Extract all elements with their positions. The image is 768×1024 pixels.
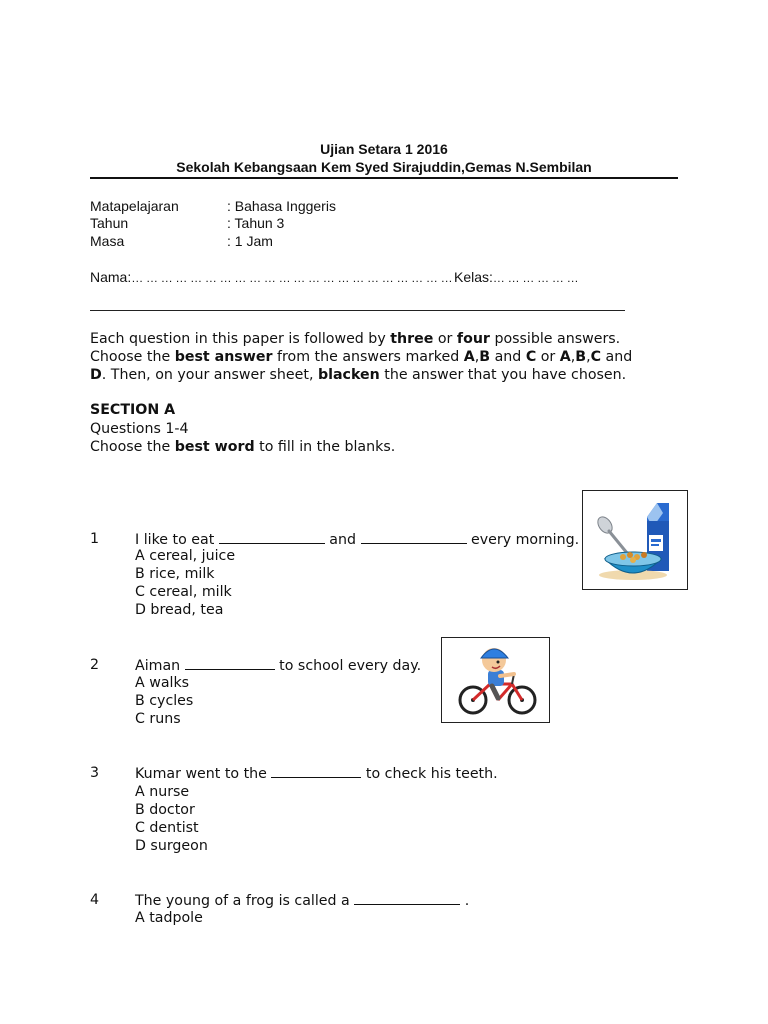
info-label-year: Tahun <box>90 215 129 231</box>
section-instruction: Choose the best word to fill in the blanks. <box>90 439 396 455</box>
info-value-subject: : Bahasa Inggeris <box>227 198 336 214</box>
option: C cereal, milk <box>135 584 232 600</box>
instruction-line-3: D. Then, on your answer sheet, blacken the answer that you have chosen. <box>90 367 627 383</box>
class-label: Kelas: <box>454 269 493 285</box>
cereal-bowl-and-milk-carton-icon <box>582 490 688 590</box>
info-value-time: : 1 Jam <box>227 233 273 249</box>
option: B cycles <box>135 693 194 709</box>
info-label-subject: Matapelajaran <box>90 198 179 214</box>
option: B doctor <box>135 802 195 818</box>
option: C runs <box>135 711 181 727</box>
section-range: Questions 1-4 <box>90 421 189 437</box>
question-number: 2 <box>90 657 100 673</box>
option: A cereal, juice <box>135 548 236 564</box>
name-divider <box>90 310 625 311</box>
option: A walks <box>135 675 190 691</box>
answer-blank <box>361 531 467 544</box>
question-text: Aiman to school every day. <box>135 658 422 674</box>
option: D surgeon <box>135 838 208 854</box>
question-text: I like to eat and every morning. <box>135 532 580 548</box>
boy-on-bicycle-icon <box>441 637 550 723</box>
info-value-year: : Tahun 3 <box>227 215 285 231</box>
option: D bread, tea <box>135 602 224 618</box>
question-number: 3 <box>90 765 100 781</box>
option: B rice, milk <box>135 566 215 582</box>
exam-title: Ujian Setara 1 2016 <box>320 141 448 157</box>
name-field <box>90 269 452 285</box>
option: C dentist <box>135 820 199 836</box>
instruction-line-2: Choose the best answer from the answers marked A,B and C or A,B,C and <box>90 349 633 365</box>
school-name: Sekolah Kebangsaan Kem Syed Sirajuddin,Gemas N.Sembilan <box>176 159 592 175</box>
class-field <box>454 269 578 285</box>
answer-blank <box>271 765 361 778</box>
answer-blank <box>185 657 275 670</box>
section-title: SECTION A <box>90 402 176 418</box>
name-dots: … … … … … … … … … … … … … … … … … … … … … … <box>131 271 453 285</box>
question-text: The young of a frog is called a . <box>135 893 470 909</box>
answer-blank <box>354 892 460 905</box>
header-divider <box>90 177 678 179</box>
option: A nurse <box>135 784 190 800</box>
name-label: Nama: <box>90 269 132 285</box>
instruction-line-1: Each question in this paper is followed by three or four possible answers. <box>90 331 621 347</box>
question-number: 4 <box>90 892 100 908</box>
option: A tadpole <box>135 910 203 926</box>
answer-blank <box>219 531 325 544</box>
question-number: 1 <box>90 531 100 547</box>
question-text: Kumar went to the to check his teeth. <box>135 766 498 782</box>
info-label-time: Masa <box>90 233 125 249</box>
class-dots: … … … … … … <box>492 271 579 285</box>
